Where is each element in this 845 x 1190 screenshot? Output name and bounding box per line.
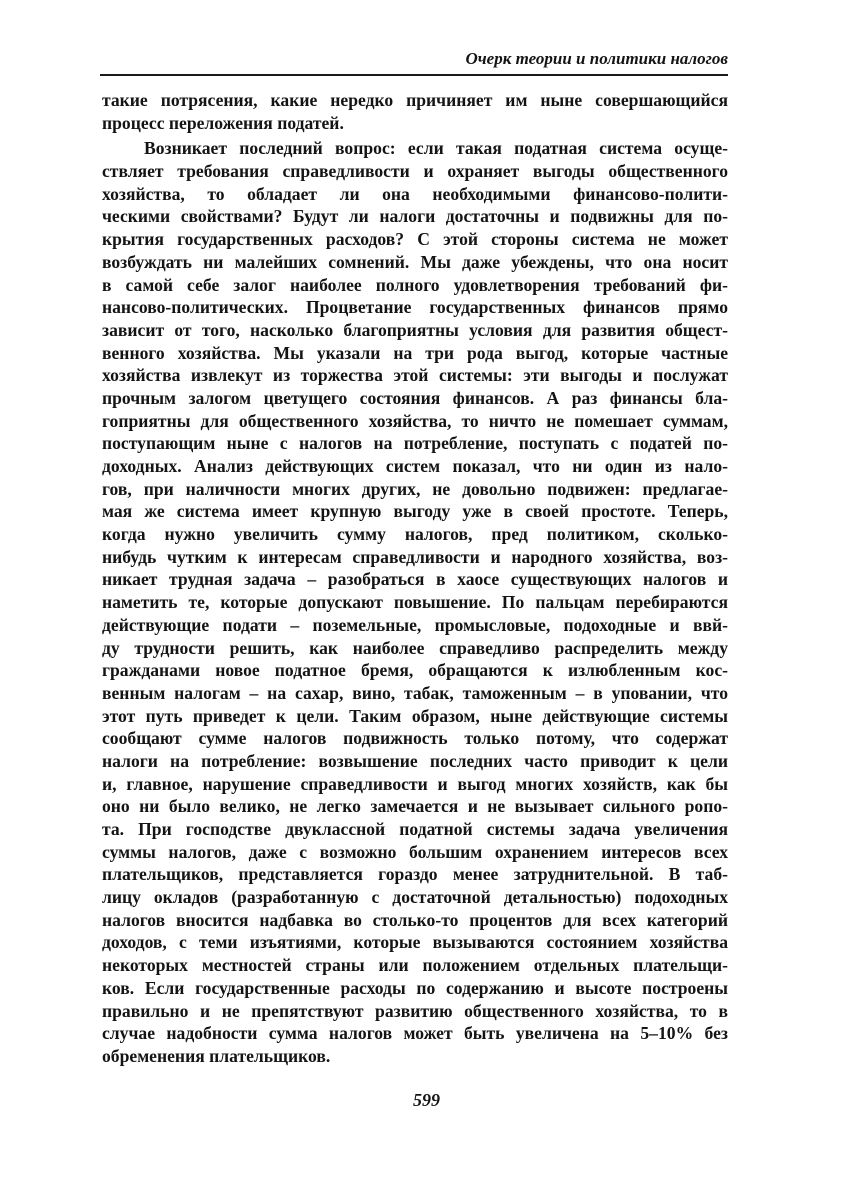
text-line: ствляет требования справедливости и охраняет выгоды общественного bbox=[102, 161, 728, 182]
text-line: наметить те, которые допускают повышение. По пальцам перебираются bbox=[102, 592, 728, 613]
text-line: сообщают сумме налогов подвижность только потому, что содержат bbox=[102, 728, 728, 749]
text-line: доходов, с теми изъятиями, которые вызываются состоянием хозяйства bbox=[102, 932, 728, 953]
paragraph bbox=[102, 137, 728, 1067]
page-number: 599 bbox=[413, 1090, 440, 1110]
text-line: нансово-политических. Процветание государственных финансов прямо bbox=[102, 297, 728, 318]
text-line: крытия государственных расходов? С этой стороны система не может bbox=[102, 229, 728, 250]
text-line: мая же система имеет крупную выгоду уже в своей простоте. Теперь, bbox=[102, 501, 728, 522]
text-line: поступающим ныне с налогов на потребление, поступать с податей по- bbox=[102, 433, 728, 454]
text-line: налоги на потребление: возвышение последних часто приводит к цели bbox=[102, 750, 728, 771]
text-line: когда нужно увеличить сумму налогов, пред политиком, сколько- bbox=[102, 524, 728, 545]
text-line: та. При господстве двуклассной податной системы задача увеличения bbox=[102, 819, 728, 839]
text-line: гов, при наличности многих других, не довольно подвижен: предлагае- bbox=[102, 478, 728, 499]
text-line: хозяйства извлекут из торжества этой системы: эти выгоды и послужат bbox=[102, 365, 728, 386]
text-line: гоприятны для общественного хозяйства, то ничто не помешает суммам, bbox=[102, 410, 728, 431]
text-line: венным налогам – на сахар, вино, табак, таможенным – в уповании, что bbox=[102, 682, 728, 703]
text-line: некоторых местностей страны или положением отдельных плательщи- bbox=[102, 955, 728, 976]
text-line: никает трудная задача – разобраться в хаосе существующих налогов и bbox=[102, 569, 728, 590]
text-line: суммы налогов, даже с возможно большим охранением интересов всех bbox=[102, 841, 728, 862]
text-line: нибудь чутким к интересам справедливости и народного хозяйства, воз- bbox=[102, 546, 728, 567]
text-line: этот путь приведет к цели. Таким образом, ныне действующие системы bbox=[102, 705, 728, 726]
text-line: такие потрясения, какие нередко причиняет им ныне совершающийся bbox=[102, 90, 728, 110]
body-text bbox=[102, 89, 728, 1068]
text-line: прочным залогом цветущего состояния финансов. А раз финансы бла- bbox=[102, 387, 728, 408]
text-line: гражданами новое податное бремя, обращаются к излюбленным кос- bbox=[102, 660, 728, 681]
text-line: действующие подати – поземельные, промысловые, подоходные и ввй- bbox=[102, 614, 728, 635]
text-line: доходных. Анализ действующих систем показал, что ни один из нало- bbox=[102, 456, 728, 476]
header-rule bbox=[100, 74, 728, 76]
text-line: венного хозяйства. Мы указали на три рода выгод, которые частные bbox=[102, 342, 728, 363]
text-line: ческими свойствами? Будут ли налоги достаточны и подвижны для по- bbox=[102, 206, 728, 227]
text-line: зависит от того, насколько благоприятны условия для развития общест- bbox=[102, 319, 728, 340]
text-line: ков. Если государственные расходы по содержанию и высоте построены bbox=[102, 977, 728, 998]
running-head: Очерк теории и политики налогов bbox=[465, 49, 728, 68]
text-line: процесс переложения податей. bbox=[102, 112, 344, 133]
text-line: плательщиков, представляется гораздо менее затруднительной. В таб- bbox=[102, 864, 728, 885]
text-line: правильно и не препятствуют развитию общественного хозяйства, то в bbox=[102, 1000, 728, 1021]
text-line: ду трудности решить, как наиболее справедливо распределить между bbox=[102, 637, 728, 658]
text-line: налогов вносится надбавка во столько-то процентов для всех категорий bbox=[102, 909, 728, 930]
text-line: Возникает последний вопрос: если такая податная система осуще- bbox=[144, 138, 728, 159]
text-line: хозяйства, то обладает ли она необходимыми финансово-полити- bbox=[102, 183, 728, 204]
text-line: и, главное, нарушение справедливости и выгод многих хозяйств, как бы bbox=[102, 773, 728, 794]
text-line: возбуждать ни малейших сомнений. Мы даже убеждены, что она носит bbox=[102, 251, 728, 272]
text-line: случае надобности сумма налогов может быть увеличена на 5–10% без bbox=[102, 1023, 728, 1044]
paragraph bbox=[102, 89, 728, 134]
text-line: обременения плательщиков. bbox=[102, 1045, 331, 1066]
text-line: лицу окладов (разработанную с достаточной детальностью) подоходных bbox=[102, 887, 728, 908]
text-line: оно ни было велико, не легко замечается и не вызывает сильного ропо- bbox=[102, 796, 728, 817]
text-line: в самой себе залог наиболее полного удовлетворения требований фи- bbox=[102, 274, 728, 295]
